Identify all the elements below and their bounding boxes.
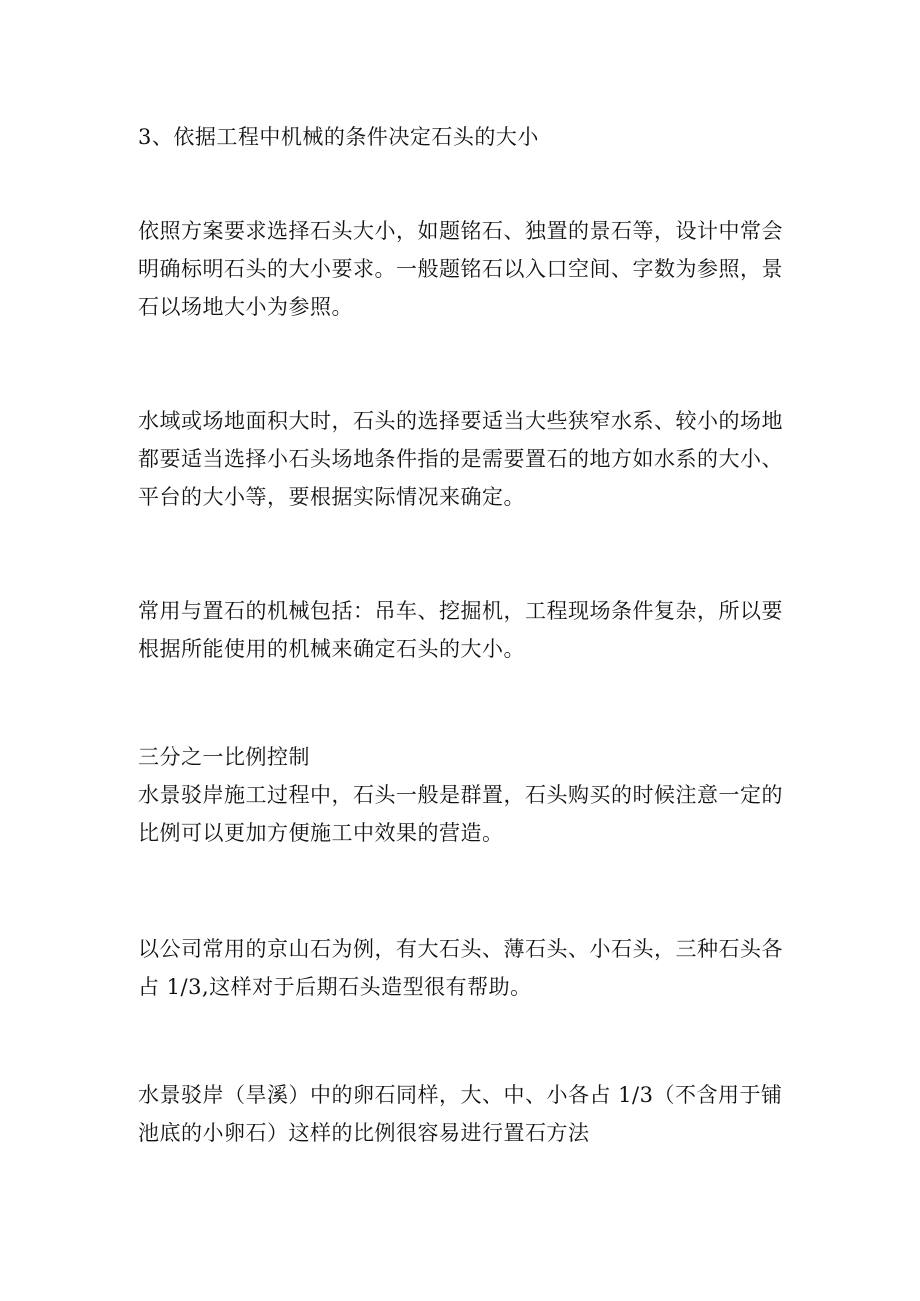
text-line: 常用与置石的机械包括：吊车、挖掘机，工程现场条件复杂，所以要	[138, 599, 783, 623]
paragraph-6	[138, 1076, 810, 1152]
text-line: 水域或场地面积大时，石头的选择要适当大些狭窄水系、较小的场地	[138, 409, 783, 433]
text-line: 平台的大小等，要根据实际情况来确定。	[138, 485, 525, 509]
text-line: 3、依据工程中机械的条件决定石头的大小	[138, 125, 539, 149]
paragraph-5	[138, 930, 810, 1006]
text-line: 明确标明石头的大小要求。一般题铭石以入口空间、字数为参照，景	[138, 257, 783, 281]
paragraph-1	[138, 212, 810, 326]
paragraph-2	[138, 402, 810, 516]
paragraph-4	[138, 738, 810, 852]
paragraph-3	[138, 592, 810, 668]
text-line: 占 1/3,这样对于后期石头造型很有帮助。	[138, 975, 532, 999]
text-line: 池底的小卵石）这样的比例很容易进行置石方法	[138, 1121, 590, 1145]
text-line: 水景驳岸（旱溪）中的卵石同样，大、中、小各占 1/3（不含用于铺	[138, 1083, 783, 1107]
section-heading	[138, 118, 810, 156]
subheading-line: 三分之一比例控制	[138, 745, 310, 769]
text-line: 以公司常用的京山石为例，有大石头、薄石头、小石头，三种石头各	[138, 937, 783, 961]
text-line: 石以场地大小为参照。	[138, 295, 353, 319]
text-line: 水景驳岸施工过程中，石头一般是群置，石头购买的时候注意一定的	[138, 783, 783, 807]
text-line: 都要适当选择小石头场地条件指的是需要置石的地方如水系的大小、	[138, 447, 783, 471]
text-line: 比例可以更加方便施工中效果的营造。	[138, 821, 504, 845]
text-line: 依照方案要求选择石头大小，如题铭石、独置的景石等，设计中常会	[138, 219, 783, 243]
text-line: 根据所能使用的机械来确定石头的大小。	[138, 637, 525, 661]
